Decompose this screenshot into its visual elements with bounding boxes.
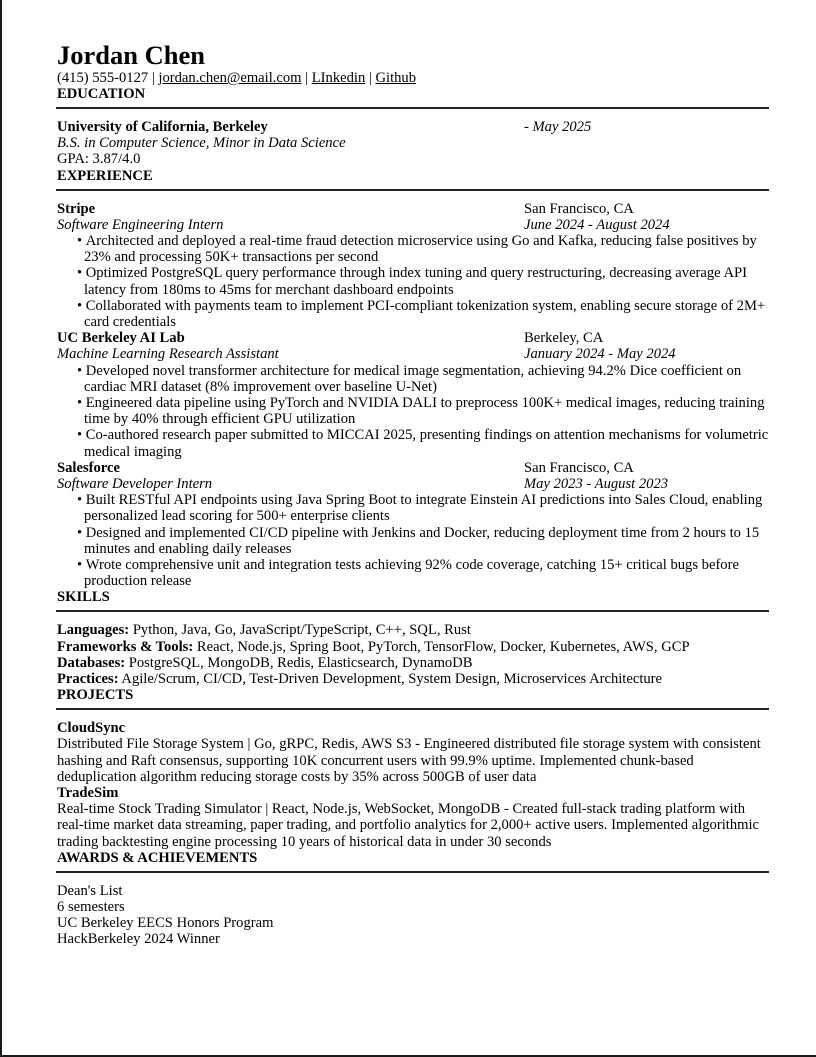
skill-label: Practices: xyxy=(57,670,119,687)
bullet-item: • Optimized PostgreSQL query performance through index tuning and query restructuring, decreasing average API latency from 180ms to 45ms for merchant dashboard endpoints xyxy=(77,265,769,297)
section-title-experience: EXPERIENCE xyxy=(57,167,153,184)
section-title-projects: PROJECTS xyxy=(57,687,134,704)
resume-page xyxy=(57,40,769,948)
bullet-item: • Wrote comprehensive unit and integration tests achieving 92% code coverage, catching 15+ critical bugs before production release xyxy=(77,557,769,589)
skill-value: React, Node.js, Spring Boot, PyTorch, TensorFlow, Docker, Kubernetes, AWS, GCP xyxy=(193,638,690,655)
project-description: Distributed File Storage System | Go, gRPC, Redis, AWS S3 - Engineered distributed file storage system with consistent hashing and Raft consensus, supporting 10K concurrent users with 99.9% uptime. Implemented chunk-based deduplication algorithm reducing storage costs by 35% across 500GB of user data xyxy=(57,736,761,785)
skill-value: Agile/Scrum, CI/CD, Test-Driven Development, System Design, Microservices Architecture xyxy=(118,670,663,687)
bullet-item: • Collaborated with payments team to implement PCI-compliant tokenization system, enabling secure storage of 2M+ card credentials xyxy=(77,298,769,330)
section-divider xyxy=(56,708,769,710)
separator: | xyxy=(365,70,376,86)
project-name: TradeSim xyxy=(57,785,119,801)
section-title-education: EDUCATION xyxy=(57,86,146,102)
job-bullets xyxy=(57,233,769,330)
skill-value: PostgreSQL, MongoDB, Redis, Elasticsearch, DynamoDB xyxy=(125,654,473,671)
separator: | xyxy=(148,70,159,86)
bullet-item: • Designed and implemented CI/CD pipeline with Jenkins and Docker, reducing deployment time from 2 hours to 15 minutes and enabling daily releases xyxy=(77,525,769,557)
bullet-item: • Engineered data pipeline using PyTorch and NVIDIA DALI to preprocess 100K+ medical images, reducing training time by 40% through efficient GPU utilization xyxy=(77,395,769,427)
job-role: Software Engineering Intern xyxy=(57,216,224,233)
section-divider xyxy=(56,107,769,109)
github-link[interactable]: Github xyxy=(375,70,417,86)
job-entry xyxy=(57,330,769,460)
education-header xyxy=(57,119,769,135)
skill-value: Python, Java, Go, JavaScript/TypeScript, C++, SQL, Rust xyxy=(129,622,471,639)
school-name: University of California, Berkeley xyxy=(57,119,268,135)
job-role: Machine Learning Research Assistant xyxy=(57,346,279,363)
job-entry xyxy=(57,201,769,331)
section-divider xyxy=(56,871,769,873)
project-name: CloudSync xyxy=(57,720,126,737)
award-item: UC Berkeley EECS Honors Program xyxy=(57,915,274,932)
section-title-skills: SKILLS xyxy=(57,589,110,606)
skill-label: Frameworks & Tools: xyxy=(57,638,194,655)
job-dates: June 2024 - August 2024 xyxy=(524,216,670,233)
job-location: Berkeley, CA xyxy=(524,330,604,347)
company-name: Stripe xyxy=(57,200,96,217)
award-item: Dean's List xyxy=(57,882,123,899)
degree: B.S. in Computer Science, Minor in Data Science xyxy=(57,135,346,152)
job-dates: January 2024 - May 2024 xyxy=(524,346,676,363)
skill-row xyxy=(57,671,769,687)
skill-row xyxy=(57,655,769,671)
award-item: HackBerkeley 2024 Winner xyxy=(57,931,220,948)
section-divider xyxy=(56,189,769,191)
candidate-name: Jordan Chen xyxy=(57,40,205,70)
award-item: 6 semesters xyxy=(57,899,125,916)
job-location: San Francisco, CA xyxy=(524,459,634,476)
skill-row xyxy=(57,622,769,638)
separator: | xyxy=(301,70,312,86)
company-name: Salesforce xyxy=(57,459,120,476)
job-bullets xyxy=(57,492,769,589)
company-name: UC Berkeley AI Lab xyxy=(57,330,185,347)
job-entry xyxy=(57,460,769,590)
skill-row xyxy=(57,639,769,655)
bullet-item: • Built RESTful API endpoints using Java Spring Boot to integrate Einstein AI predictions into Sales Cloud, enabling personalized lead scoring for 500+ enterprise clients xyxy=(77,492,769,524)
bullet-item: • Co-authored research paper submitted to MICCAI 2025, presenting findings on attention mechanisms for volumetric medical imaging xyxy=(77,427,769,459)
skill-label: Databases: xyxy=(57,654,126,671)
graduation-date: - May 2025 xyxy=(524,119,592,135)
job-dates: May 2023 - August 2023 xyxy=(524,475,669,492)
skill-label: Languages: xyxy=(57,622,130,639)
linkedin-link[interactable]: LInkedin xyxy=(311,70,366,86)
phone: (415) 555-0127 xyxy=(57,70,149,86)
bullet-item: • Architected and deployed a real-time fraud detection microservice using Go and Kafka, reducing false positives by 23% and processing 50K+ transactions per second xyxy=(77,233,769,265)
section-divider xyxy=(56,610,769,612)
email-link[interactable]: jordan.chen@email.com xyxy=(158,70,302,86)
project-description: Real-time Stock Trading Simulator | React, Node.js, WebSocket, MongoDB - Created full-stack trading platform with real-time market data streaming, paper trading, and portfolio analytics for 2,000+ active users. Implemented algorithmic trading backtesting engine processing 10 years of historical data in under 30 seconds xyxy=(57,801,760,850)
job-location: San Francisco, CA xyxy=(524,200,634,217)
job-bullets xyxy=(57,363,769,460)
section-title-awards: AWARDS & ACHIEVEMENTS xyxy=(57,849,258,866)
contact-line xyxy=(57,70,769,86)
job-role: Software Developer Intern xyxy=(57,475,213,492)
bullet-item: • Developed novel transformer architecture for medical image segmentation, achieving 94.2% Dice coefficient on cardiac MRI dataset (8% improvement over baseline U-Net) xyxy=(77,363,769,395)
gpa: GPA: 3.87/4.0 xyxy=(57,151,141,168)
